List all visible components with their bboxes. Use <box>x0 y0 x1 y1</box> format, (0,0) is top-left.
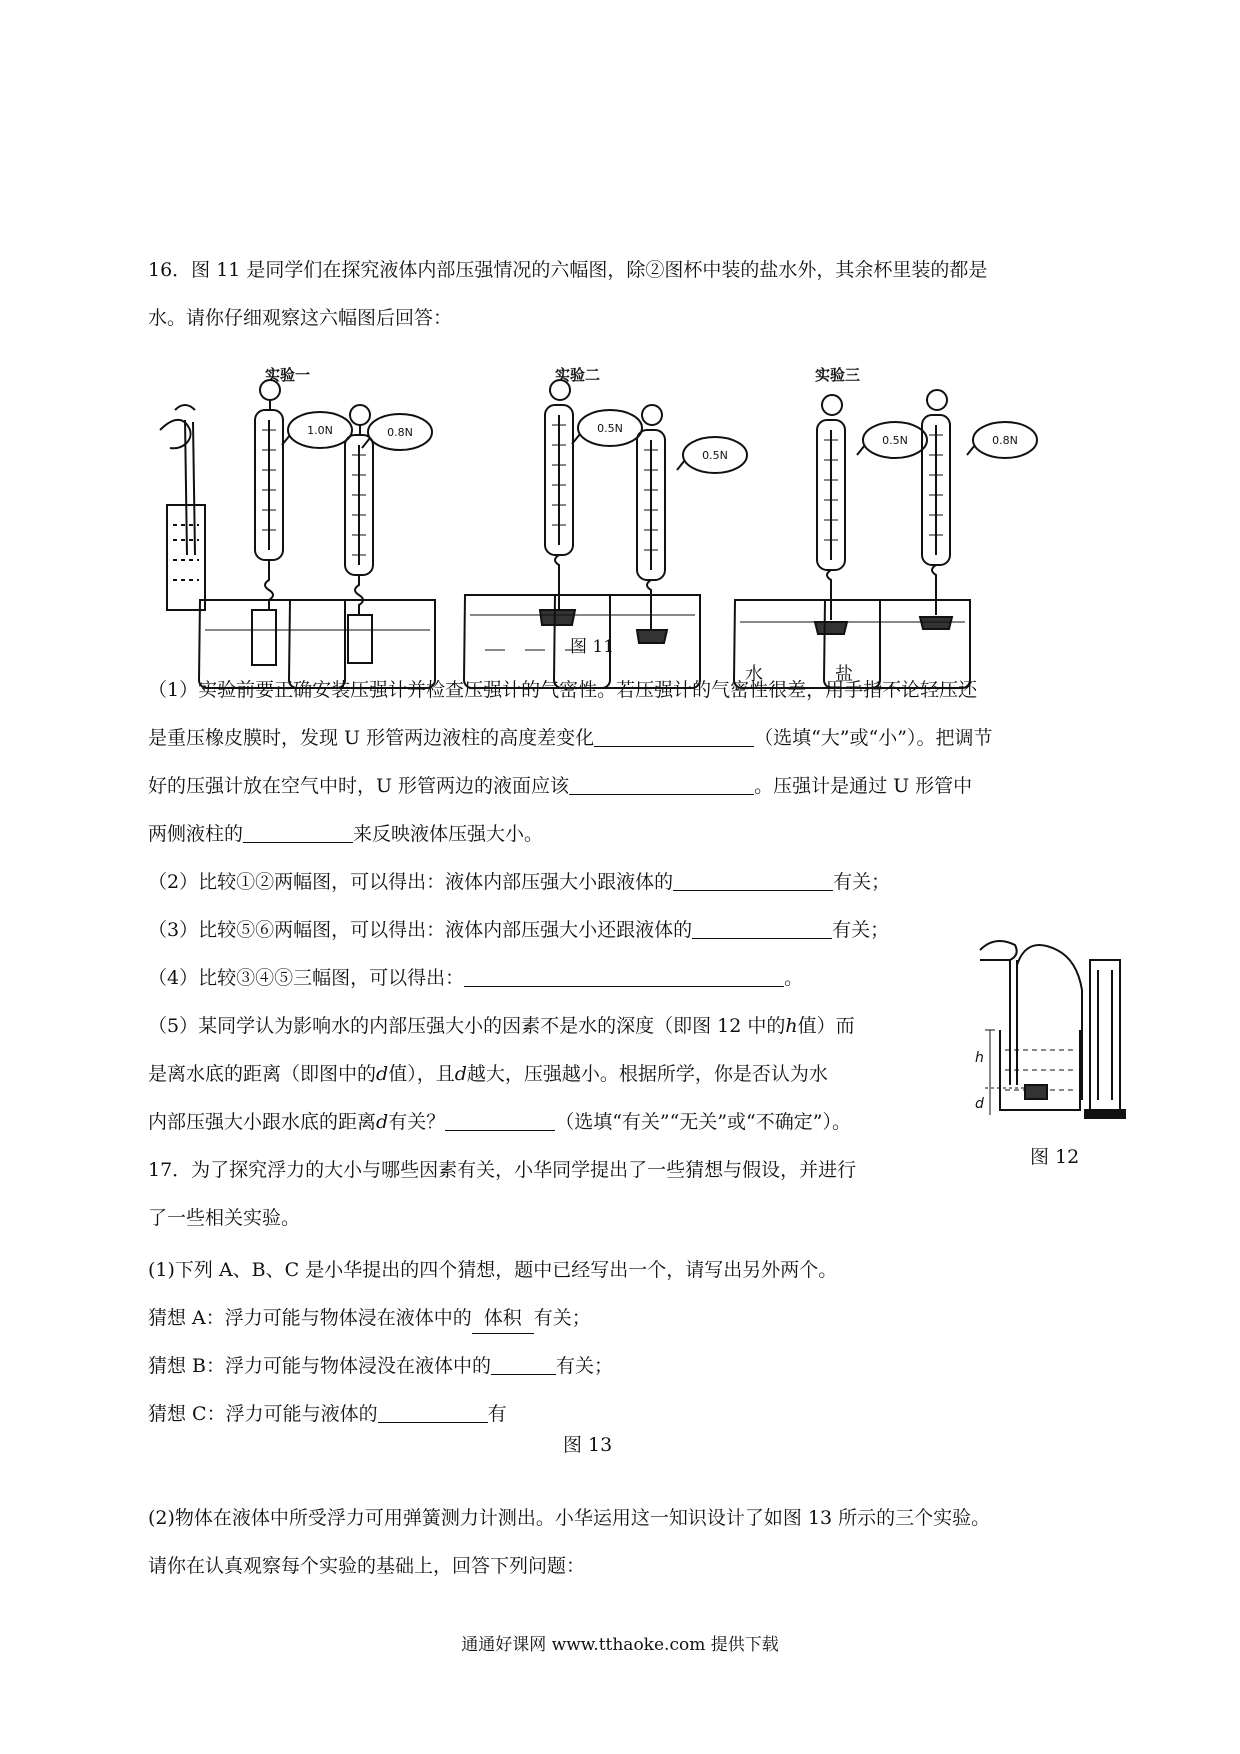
answer-blank-4[interactable] <box>673 868 833 891</box>
q16-intro-line2: 水。请你仔细观察这六幅图后回答： <box>148 307 453 329</box>
answer-blank-8[interactable] <box>491 1352 556 1375</box>
exp3-label: 实验三 <box>815 366 861 384</box>
label-h: h <box>975 1050 984 1066</box>
answer-blank-2[interactable] <box>569 772 754 795</box>
q17-intro-line2: 了一些相关实验。 <box>148 1207 301 1229</box>
hand-icon <box>980 941 1017 960</box>
answer-blank-6[interactable] <box>464 964 784 987</box>
reading-4: 0.5N <box>702 449 728 462</box>
q16-p1-line4: 两侧液柱的 来反映液体压强大小。 <box>148 819 543 849</box>
reading-5: 0.5N <box>882 434 908 447</box>
answer-blank-5[interactable] <box>692 916 832 939</box>
liquid-label-water: 水 <box>745 664 763 685</box>
figure-12 <box>975 930 1135 1120</box>
label-d: d <box>975 1096 984 1112</box>
reading-1: 1.0N <box>307 424 333 437</box>
figure-11-caption: 图 11 <box>570 637 615 657</box>
spring-scale-3 <box>540 380 575 625</box>
reading-3: 0.5N <box>597 422 623 435</box>
q16-p4: （4）比较③④⑤三幅图，可以得出： 。 <box>148 963 803 993</box>
answer-blank-7[interactable] <box>445 1108 555 1131</box>
q17-p2-line2: 请你在认真观察每个实验的基础上，回答下列问题： <box>148 1555 586 1577</box>
q17-intro-line1: 17．为了探究浮力的大小与哪些因素有关，小华同学提出了一些猜想与假设，并进行 <box>148 1159 857 1181</box>
q16-p3: （3）比较⑤⑥两幅图，可以得出：液体内部压强大小还跟液体的 有关； <box>148 915 889 945</box>
q16-p1-line1: （1）实验前要正确安装压强计并检查压强计的气密性。若压强计的气密性很差，用手指不论轻压还 <box>148 679 978 701</box>
figure-11 <box>155 360 1065 685</box>
spring-scale-5 <box>815 395 847 634</box>
hand-with-probe-icon <box>160 405 205 610</box>
q16-p1-line3: 好的压强计放在空气中时，U 形管两边的液面应该 。压强计是通过 U 形管中 <box>148 771 972 801</box>
answer-blank-1[interactable] <box>594 724 754 747</box>
q17-p1: (1)下列 A、B、C 是小华提出的四个猜想，题中已经写出一个，请写出另外两个。 <box>148 1259 838 1281</box>
answer-blank-9[interactable] <box>378 1400 488 1423</box>
q17-guess-b: 猜想 B：浮力可能与物体浸没在液体中的 有关； <box>148 1351 613 1381</box>
reading-2: 0.8N <box>387 426 413 439</box>
liquid-label-salt: 盐 <box>835 664 853 685</box>
q16-p2: （2）比较①②两幅图，可以得出：液体内部压强大小跟液体的 有关； <box>148 867 890 897</box>
exp1-label: 实验一 <box>265 366 311 384</box>
q17-guess-a: 猜想 A：浮力可能与物体浸在液体中的 体积 有关； <box>148 1303 591 1334</box>
q16-p5-line2: 是离水底的距离（即图中的d值），且d越大，压强越小。根据所学，你是否认为水 <box>148 1063 828 1085</box>
page-footer: 通通好课网 www.tthaoke.com 提供下载 <box>461 1635 779 1655</box>
spring-scale-1 <box>252 380 283 665</box>
q16-p1-line2: 是重压橡皮膜时，发现 U 形管两边液柱的高度差变化 （选填“大”或“小”）。把调节 <box>148 723 992 753</box>
spring-scale-4 <box>637 405 667 643</box>
exp2-label: 实验二 <box>555 366 601 384</box>
reading-6: 0.8N <box>992 434 1018 447</box>
q16-p5-line1: （5）某同学认为影响水的内部压强大小的因素不是水的深度（即图 12 中的h值）而 <box>148 1015 855 1037</box>
figure-12-caption: 图 12 <box>1030 1146 1080 1168</box>
answer-filled-a: 体积 <box>472 1303 534 1334</box>
answer-blank-3[interactable] <box>243 820 353 843</box>
q16-p5-line3: 内部压强大小跟水底的距离d有关？ （选填“有关”“无关”或“不确定”）。 <box>148 1107 851 1137</box>
q17-guess-c: 猜想 C：浮力可能与液体的 有 <box>148 1399 507 1429</box>
spring-scale-2 <box>345 405 373 663</box>
q16-intro-line1: 16．图 11 是同学们在探究液体内部压强情况的六幅图，除②图杯中装的盐水外，其余杯里装的都是 <box>148 259 988 281</box>
q17-p2-line1: (2)物体在液体中所受浮力可用弹簧测力计测出。小华运用这一知识设计了如图 13 所示的三个实验。 <box>148 1507 991 1529</box>
figure-13-caption: 图 13 <box>563 1434 613 1456</box>
spring-scale-6 <box>920 390 952 629</box>
